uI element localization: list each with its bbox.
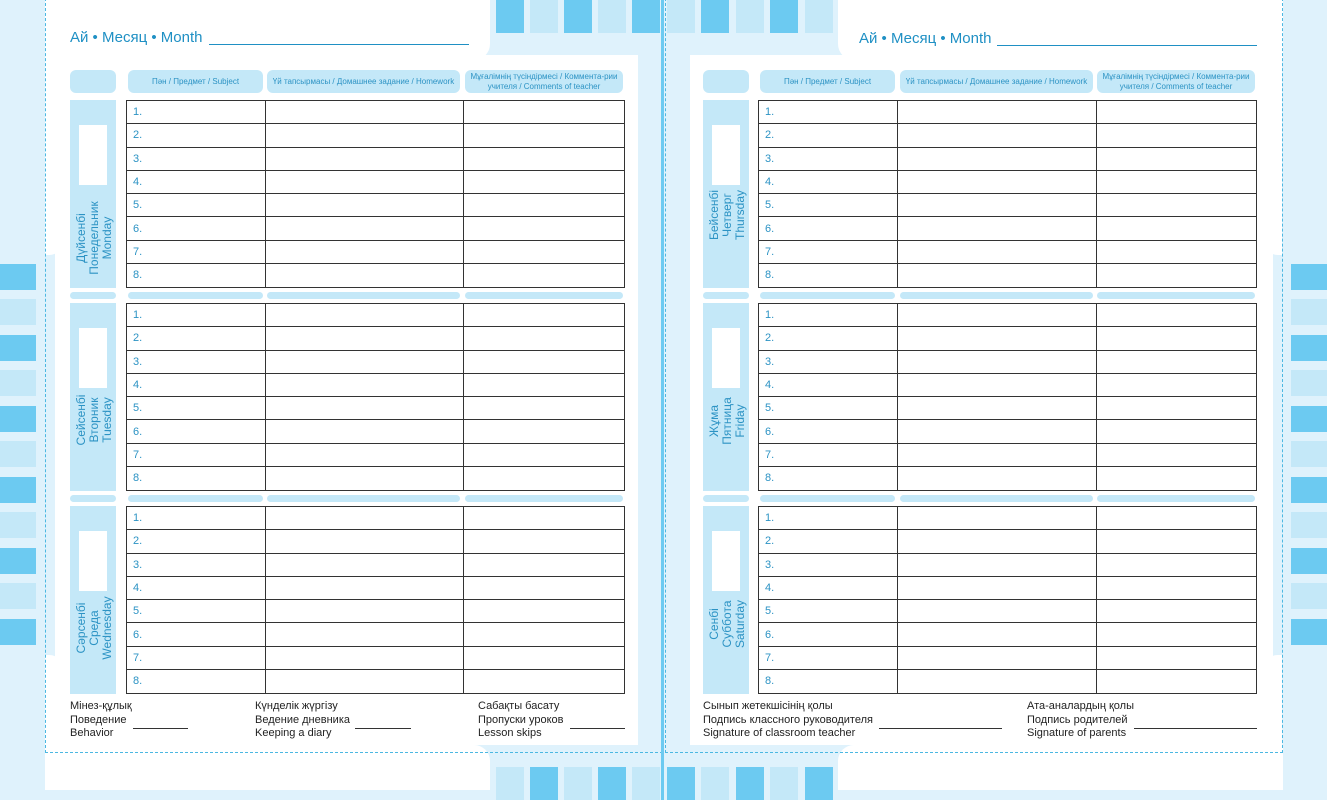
separator (1097, 292, 1255, 299)
day-label: Сәрсенбі Среда Wednesday (73, 596, 114, 660)
day-label: Бейсенбі Четверг Thursday (706, 189, 747, 241)
footer-behavior: Мінез-құлық Поведение Behavior (70, 700, 132, 739)
side-square (1291, 299, 1327, 325)
header-blank-right (703, 70, 749, 93)
date-box[interactable] (712, 125, 740, 185)
separator (465, 495, 623, 502)
side-square (0, 512, 36, 538)
parents-signature-line[interactable] (1134, 728, 1257, 729)
footer-diary: Күнделік жүргізу Ведение дневника Keeping a diary (255, 700, 350, 739)
table-row[interactable]: 4. (127, 171, 624, 194)
separator (267, 495, 460, 502)
bottom-square (564, 767, 592, 800)
side-square (0, 583, 36, 609)
table-row[interactable]: 1. (127, 304, 624, 327)
table-row[interactable]: 1. (759, 507, 1256, 530)
date-box[interactable] (712, 531, 740, 591)
day-label: Сейсенбі Вторник Tuesday (73, 394, 114, 446)
separator (465, 292, 623, 299)
table-row[interactable]: 2. (759, 327, 1256, 350)
top-square (701, 0, 729, 33)
table-row[interactable]: 8. (133, 675, 143, 688)
month-line-right[interactable] (997, 45, 1257, 46)
table-row[interactable]: 5. (127, 600, 624, 623)
schedule-grid-wednesday (126, 506, 625, 694)
skips-signature-line[interactable] (570, 728, 625, 729)
side-square (1291, 335, 1327, 361)
right-page-bottom-tab (838, 745, 1283, 790)
bottom-square (805, 767, 833, 800)
side-square (0, 548, 36, 574)
table-row[interactable]: 8. (133, 472, 143, 485)
table-row[interactable]: 5. (127, 194, 624, 217)
right-page-side-tab-top (1262, 40, 1282, 255)
table-row[interactable]: 7. (127, 647, 624, 670)
top-square (736, 0, 764, 33)
table-row[interactable]: 6. (759, 421, 1256, 444)
right-page-side-tab-bottom (1262, 655, 1282, 755)
left-page-side-tab-bottom (45, 655, 65, 755)
table-row[interactable]: 5. (759, 194, 1256, 217)
date-box[interactable] (79, 125, 107, 185)
table-row[interactable]: 1. (759, 304, 1256, 327)
month-line-left[interactable] (209, 44, 469, 45)
table-row[interactable]: 4. (759, 577, 1256, 600)
bottom-square (496, 767, 524, 800)
side-square (1291, 477, 1327, 503)
bottom-square (667, 767, 695, 800)
footer-teacher-signature: Сынып жетекшісінің қолы Подпись классного руководителя Signature of classroom teacher (703, 700, 873, 739)
date-box[interactable] (712, 328, 740, 388)
table-row[interactable]: 6. (759, 218, 1256, 241)
day-label: Сенбі Суббота Saturday (706, 599, 747, 649)
table-row[interactable]: 6. (127, 218, 624, 241)
table-row[interactable]: 4. (127, 577, 624, 600)
behavior-signature-line[interactable] (133, 728, 188, 729)
date-box[interactable] (79, 531, 107, 591)
schedule-grid-monday (126, 100, 625, 288)
table-row[interactable]: 6. (127, 624, 624, 647)
table-row[interactable]: 1. (127, 507, 624, 530)
day-tuesday (70, 303, 116, 491)
top-square (770, 0, 798, 33)
schedule-grid-thursday (758, 100, 1257, 288)
separator (70, 495, 116, 502)
side-square (0, 619, 36, 645)
table-row[interactable]: 7. (759, 444, 1256, 467)
side-square (0, 264, 36, 290)
top-square (805, 0, 833, 33)
side-square (0, 299, 36, 325)
table-row[interactable]: 2. (127, 124, 624, 147)
schedule-grid-tuesday (126, 303, 625, 491)
table-row[interactable]: 8. (765, 675, 775, 688)
side-square (0, 335, 36, 361)
bottom-square (632, 767, 660, 800)
table-row[interactable]: 8. (765, 472, 775, 485)
table-row[interactable]: 2. (127, 530, 624, 553)
side-square (1291, 548, 1327, 574)
day-monday (70, 100, 116, 288)
separator (267, 292, 460, 299)
table-row[interactable]: 3. (759, 148, 1256, 171)
teacher-signature-line[interactable] (879, 728, 1002, 729)
separator (900, 292, 1093, 299)
header-comments-left: Мұғалімнің түсіндірмесі / Коммента-рии учителя / Comments of teacher (465, 70, 623, 93)
diary-signature-line[interactable] (355, 728, 411, 729)
month-label-right: Ай • Месяц • Month (859, 30, 992, 47)
day-thursday (703, 100, 749, 288)
side-square (1291, 441, 1327, 467)
side-square (1291, 406, 1327, 432)
side-square (1291, 619, 1327, 645)
separator (760, 495, 895, 502)
table-row[interactable]: 3. (759, 554, 1256, 577)
header-homework-right: Үй тапсырмасы / Домашнее задание / Homework (900, 70, 1093, 93)
side-square (1291, 512, 1327, 538)
header-subject-right: Пән / Предмет / Subject (760, 70, 895, 93)
separator (70, 292, 116, 299)
table-row[interactable]: 2. (759, 124, 1256, 147)
schedule-grid-friday (758, 303, 1257, 491)
side-square (0, 477, 36, 503)
table-row[interactable]: 4. (127, 374, 624, 397)
day-wednesday (70, 506, 116, 694)
table-row[interactable]: 7. (759, 647, 1256, 670)
table-row[interactable]: 2. (127, 327, 624, 350)
table-row[interactable]: 1. (759, 101, 1256, 124)
table-row[interactable]: 5. (127, 397, 624, 420)
side-square (0, 406, 36, 432)
table-row[interactable]: 3. (127, 554, 624, 577)
header-comments-right: Мұғалімнің түсіндірмесі / Коммента-рии учителя / Comments of teacher (1097, 70, 1255, 93)
table-row[interactable]: 3. (127, 148, 624, 171)
separator (760, 292, 895, 299)
separator (703, 292, 749, 299)
side-square (1291, 264, 1327, 290)
table-row[interactable]: 4. (759, 171, 1256, 194)
spine-line (661, 0, 664, 800)
month-label-left: Ай • Месяц • Month (70, 29, 203, 46)
day-label: Жұма Пятница Friday (706, 397, 747, 445)
table-row[interactable]: 6. (759, 624, 1256, 647)
day-label: Дүйсенбі Понедельник Monday (73, 201, 114, 275)
top-square (496, 0, 524, 33)
side-square (1291, 370, 1327, 396)
footer-skips: Сабақты басату Пропуски уроков Lesson skips (478, 700, 564, 739)
table-row[interactable]: 7. (759, 241, 1256, 264)
day-friday (703, 303, 749, 491)
bottom-square (770, 767, 798, 800)
footer-parents-signature: Ата-аналардың қолы Подпись родителей Signature of parents (1027, 700, 1134, 739)
side-square (0, 441, 36, 467)
table-row[interactable]: 6. (127, 421, 624, 444)
header-subject-left: Пән / Предмет / Subject (128, 70, 263, 93)
top-square (530, 0, 558, 33)
header-homework-left: Үй тапсырмасы / Домашнее задание / Homework (267, 70, 460, 93)
left-page-side-tab-top (45, 40, 65, 255)
side-square (0, 370, 36, 396)
table-row[interactable]: 7. (127, 444, 624, 467)
table-row[interactable]: 8. (133, 269, 143, 282)
table-row[interactable]: 1. (127, 101, 624, 124)
table-row[interactable]: 5. (759, 600, 1256, 623)
left-page-bottom-tab (45, 745, 490, 790)
bottom-square (598, 767, 626, 800)
side-square (1291, 583, 1327, 609)
separator (128, 495, 263, 502)
separator (703, 495, 749, 502)
separator (128, 292, 263, 299)
bottom-square (736, 767, 764, 800)
table-row[interactable]: 4. (759, 374, 1256, 397)
table-row[interactable]: 3. (127, 351, 624, 374)
separator (900, 495, 1093, 502)
header-blank-left (70, 70, 116, 93)
top-square (632, 0, 660, 33)
table-row[interactable]: 7. (127, 241, 624, 264)
table-row[interactable]: 5. (759, 397, 1256, 420)
table-row[interactable]: 8. (765, 269, 775, 282)
table-row[interactable]: 2. (759, 530, 1256, 553)
top-square (667, 0, 695, 33)
bottom-square (530, 767, 558, 800)
separator (1097, 495, 1255, 502)
table-row[interactable]: 3. (759, 351, 1256, 374)
bottom-square (701, 767, 729, 800)
top-square (564, 0, 592, 33)
schedule-grid-saturday (758, 506, 1257, 694)
top-square (598, 0, 626, 33)
date-box[interactable] (79, 328, 107, 388)
day-saturday (703, 506, 749, 694)
